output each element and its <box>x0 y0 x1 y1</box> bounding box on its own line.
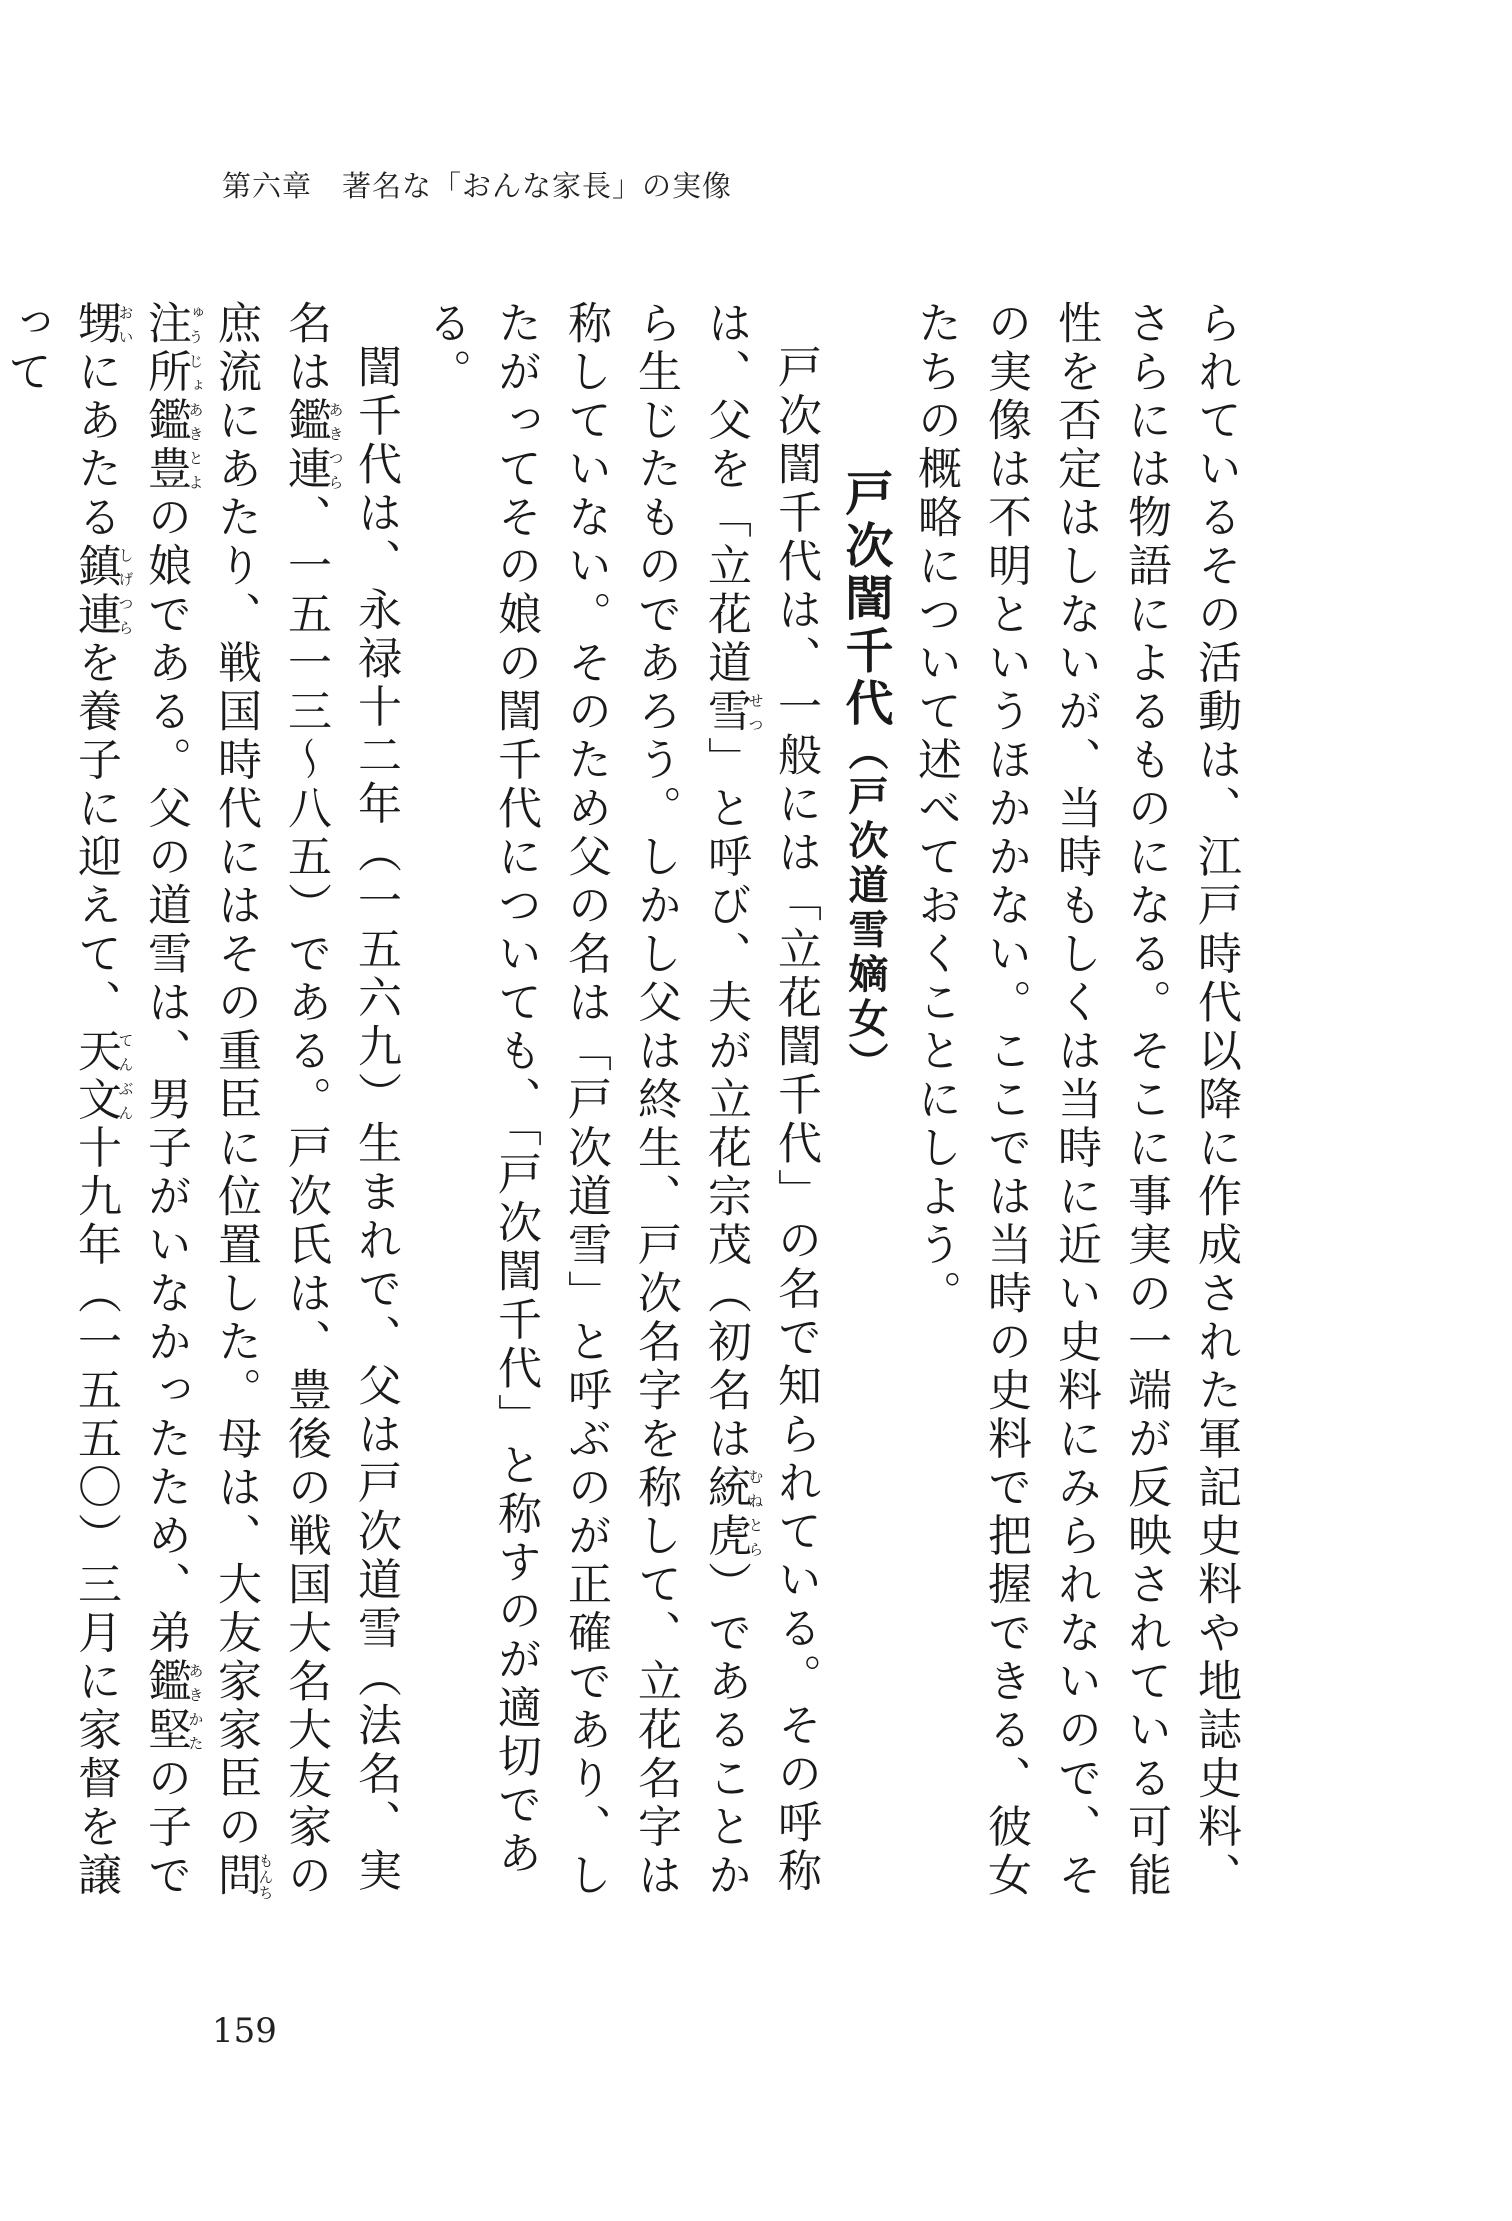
p2-ruby-base-c: 鑑堅 <box>140 1658 191 1755</box>
p1-ruby-reading: せつ <box>746 688 765 737</box>
p1-ruby-base-2: 統虎 <box>700 1464 751 1561</box>
p1-ruby-base: 雪 <box>700 688 751 737</box>
paragraph-1 <box>410 300 830 1940</box>
p2-ruby-base-d: 甥 <box>70 300 121 349</box>
p2-ruby-reading-f: てんぶん <box>116 1027 135 1125</box>
p1-text-c: ）であることから生じたものであろう。しかし父は終生、戸次名字を称して、立花名字は称していない。そのため父の名は「戸次道雪」と呼ぶのが正確であり、したがってその娘の誾千代についても、「戸次誾千代」と称すのが適切である。 <box>420 300 751 1901</box>
p2-ruby-reading-e: しげつら <box>116 542 135 640</box>
p2-text-e: にあたる <box>70 348 121 543</box>
intro-paragraph: られているその活動は、江戸時代以降に作成された軍記史料や地誌史料、さらには物語によるものになる。そこに事実の一端が反映されている可能性を否定はしないが、当時もしくは当時に近い史料にみられないので、その実像は不明というほかかない。ここでは当時の史料で把握できる、彼女たちの概略について述べておくことにしよう。 <box>910 300 1241 1901</box>
p2-ruby-reading-b: もんちゅうじょあきとよ <box>186 300 275 1901</box>
section-subtitle: （戸次道雪嫡女） <box>842 730 889 1087</box>
p2-text-f: を養子に迎えて、 <box>70 639 121 1028</box>
p1-text-a: 戸次誾千代は、一般には「立花誾千代」の名で知られている。その呼称は、父を「立花道 <box>700 300 821 1896</box>
p2-ruby-shigetsura <box>70 542 135 640</box>
p2-text-c: の娘である。父の道雪は、男子がいなかったため、弟 <box>140 494 191 1658</box>
running-head: 第六章 著名な「おんな家長」の実像 <box>222 169 733 203</box>
p2-text-a: 誾千代は、永禄十二年（一五六九）生まれで、父は戸次道雪（法名、実名は <box>280 300 401 1896</box>
p2-ruby-oi <box>70 300 135 349</box>
p1-ruby-setsu <box>700 688 765 737</box>
p1-ruby-reading-2: むねとら <box>746 1464 765 1561</box>
p2-ruby-reading-a: あきつら <box>326 397 345 494</box>
p2-ruby-base-a: 鑑連 <box>280 397 331 494</box>
p2-text-g: 十九年（一五五〇）三月に家督を譲って <box>0 300 121 1901</box>
section-heading <box>830 300 900 1940</box>
p2-ruby-base-f: 天文 <box>70 1027 121 1125</box>
p2-ruby-reading-d: おい <box>116 300 135 349</box>
paragraph-2 <box>0 300 410 1940</box>
p2-ruby-reading-c: あきかた <box>186 1658 205 1755</box>
p1-text-b: 」と呼び、夫が立花宗茂（初名は <box>700 736 751 1464</box>
section-title: 戸次誾千代 <box>837 468 893 731</box>
p2-ruby-akikata <box>140 1658 205 1755</box>
p2-ruby-tenbun <box>70 1027 135 1125</box>
p2-ruby-base-e: 鎮連 <box>70 542 121 640</box>
p2-ruby-akitsura <box>280 397 345 494</box>
vertical-text-block <box>0 300 1250 1940</box>
p2-text-d: の子で <box>140 1755 191 1901</box>
page-number: 159 <box>212 2011 277 2051</box>
p2-text-b: 、一五一三〜八五）である。戸次氏は、豊後の戦国大名大友家の庶流にあたり、戦国時代にはその重臣に位置した。母は、大友家家臣の <box>210 300 331 1901</box>
p1-ruby-munetora <box>700 1464 765 1561</box>
p2-ruby-base-b: 問注所鑑豊 <box>140 300 261 1901</box>
